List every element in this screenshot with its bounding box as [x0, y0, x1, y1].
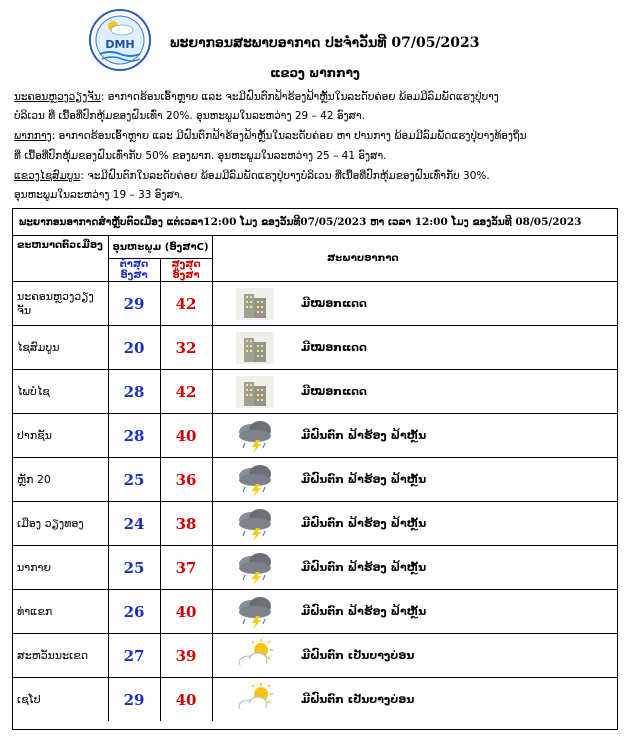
summary-vientiane-line2: ບໍລິເວນ ທີ່ ເນື້ອທີ່ປົກຫຸ້ມຂອງຝົນເທົ່າ 20%. ອຸນຫະພູມໃນລະຫວ່າງ 29 – 42 ອົງສາ.: [14, 110, 365, 122]
temp-min: 24: [108, 502, 160, 546]
temp-max: 40: [160, 678, 212, 722]
forecast-period: ພະຍາກອນອາກາດສຳຫຼັບຕົວເມືອງ ແຕ່ເວລາ12:00 ໂມງ ຂອງວັນທີ07/05/2023 ຫາ ເວລາ 12:00 ໂມງ ຂອງວັນທີ 08/05/2023: [13, 209, 617, 236]
partly-cloudy-icon: [234, 682, 276, 718]
temp-min: 27: [108, 634, 160, 678]
table-row: [13, 326, 617, 370]
temp-max: 38: [160, 502, 212, 546]
thunderstorm-icon: [234, 462, 276, 498]
province-name: ຫຼັກ 20: [13, 458, 108, 502]
col-min-header: ຕ່ຳສຸດອົງສາ: [108, 259, 160, 282]
temp-max: 37: [160, 546, 212, 590]
svg-text:DMH: DMH: [105, 38, 135, 51]
province-name: ໄພບໍໄຊ: [13, 370, 108, 414]
page-title: ພະຍາກອນສະພາບອາກາດ ປະຈຳວັນທີ 07/05/2023: [170, 35, 480, 51]
region-subtitle: ແຂວງ ພາກກາງ: [270, 66, 360, 80]
summary-xaisomboun-line2: ອຸນຫະພູມໃນລະຫວ່າງ 19 – 33 ອົງສາ.: [14, 189, 183, 201]
weather-icon-cell: [212, 326, 297, 370]
weather-description: ມີຝົນຕົກ ຟ້າຮ້ອງ ຟ້າຫຼັ້ນ: [297, 458, 617, 502]
summary-central-line2: ທີ່ ເນື້ອທີ່ປົກຫຸ້ມຂອງຝົນເທົ່າກັບ 50% ຂອງພາກ. ອຸນຫະພູມໃນລະຫວ່າງ 25 – 41 ອົງສາ.: [14, 150, 387, 162]
weather-icon-cell: [212, 634, 297, 678]
col-weather-icon-header: [212, 236, 297, 282]
table-row: [13, 634, 617, 678]
thunderstorm-icon: [234, 594, 276, 630]
weather-description: ມີຝົນຕົກ ຟ້າຮ້ອງ ຟ້າຫຼັ້ນ: [297, 546, 617, 590]
province-name: ນະຄອນຫຼວງວຽງ ຈັນ: [13, 282, 108, 326]
temp-max: 32: [160, 326, 212, 370]
haze-building-icon: [234, 330, 276, 366]
temp-min: 28: [108, 370, 160, 414]
haze-building-icon: [234, 374, 276, 410]
temp-min: 26: [108, 590, 160, 634]
weather-description: ມີໝອກແດດ: [297, 370, 617, 414]
summary-region: ແຂວງໄຊສົມບູນ: [14, 170, 81, 182]
thunderstorm-icon: [234, 506, 276, 542]
summary-vientiane: ນະຄອນຫຼວງວຽງຈັນ: ອາກາດຮ້ອນເອົ້າຫຼາຍ ແລະ ຈະມີຝົນຕົກຟ້າຮ້ອງຟ້າຫຼັ້ນໃນລະດັບຄ່ອຍ ພ້ອມມີລົມພັດແຮງປຸ່ບາງ: [14, 91, 499, 103]
col-temp-header: ອຸນຫະພູມ (ອົງສາC): [108, 236, 212, 259]
weather-description: ມີຝົນຕົກ ເປັນບາງບ່ອນ: [297, 634, 617, 678]
forecast-table: [12, 208, 618, 730]
temp-max: 42: [160, 282, 212, 326]
temp-min: 29: [108, 678, 160, 722]
table-row: [13, 458, 617, 502]
weather-icon-cell: [212, 370, 297, 414]
weather-description: ມີຝົນຕົກ ຟ້າຮ້ອງ ຟ້າຫຼັ້ນ: [297, 414, 617, 458]
table-row: [13, 370, 617, 414]
province-name: ເຊໂປ: [13, 678, 108, 722]
temp-max: 40: [160, 414, 212, 458]
weather-description: ມີຝົນຕົກ ຟ້າຮ້ອງ ຟ້າຫຼັ້ນ: [297, 502, 617, 546]
weather-description: ມີຝົນຕົກ ຟ້າຮ້ອງ ຟ້າຫຼັ້ນ: [297, 590, 617, 634]
weather-icon-cell: [212, 458, 297, 502]
temp-min: 25: [108, 546, 160, 590]
table-row: [13, 590, 617, 634]
table-row: [13, 414, 617, 458]
weather-icon-cell: [212, 282, 297, 326]
col-weather-header: ສະພາບອາກາດ: [297, 236, 617, 282]
summary-region: ພາກກາງ: [14, 130, 52, 142]
province-name: ໄຊສົມບູນ: [13, 326, 108, 370]
weather-icon-cell: [212, 502, 297, 546]
weather-icon-cell: [212, 546, 297, 590]
temp-min: 29: [108, 282, 160, 326]
temp-max: 42: [160, 370, 212, 414]
col-max-header: ສູງສຸດອົງສາ: [160, 259, 212, 282]
dmh-logo: [88, 8, 152, 72]
temp-min: 28: [108, 414, 160, 458]
temp-min: 25: [108, 458, 160, 502]
thunderstorm-icon: [234, 550, 276, 586]
temp-min: 20: [108, 326, 160, 370]
province-name: ສະຫວັນນະເຂດ: [13, 634, 108, 678]
weather-description: ມີໝອກແດດ: [297, 282, 617, 326]
summary-central: ພາກກາງ: ອາກາດຮ້ອນເອົ້າຫຼາຍ ແລະ ມີຝົນຕົກຟ້າຮ້ອງຟ້າຫຼັ້ນໃນລະດັບຄ່ອຍ ຫາ ປານກາງ ພ້ອມມີລົມພັດແຮງປຸ່ບາງທ້ອງຖິ່ນ: [14, 130, 527, 142]
weather-icon-cell: [212, 678, 297, 722]
temp-max: 40: [160, 590, 212, 634]
table-row: [13, 546, 617, 590]
table-row: [13, 282, 617, 326]
summary-region: ນະຄອນຫຼວງວຽງຈັນ: [14, 91, 101, 103]
temp-max: 39: [160, 634, 212, 678]
weather-description: ມີຝົນຕົກ ເປັນບາງບ່ອນ: [297, 678, 617, 722]
haze-building-icon: [234, 286, 276, 322]
weather-icon-cell: [212, 414, 297, 458]
table-row: [13, 502, 617, 546]
table-row: [13, 678, 617, 722]
col-province-header: ຂະຫນາດຕົວເມືອງ: [13, 236, 108, 282]
province-name: ເມືອງ ວຽງທອງ: [13, 502, 108, 546]
province-name: ປາກຊັນ: [13, 414, 108, 458]
province-name: ທ່າແຂກ: [13, 590, 108, 634]
weather-icon-cell: [212, 590, 297, 634]
thunderstorm-icon: [234, 418, 276, 454]
weather-description: ມີໝອກແດດ: [297, 326, 617, 370]
summary-xaisomboun: ແຂວງໄຊສົມບູນ: ຈະມີຝົນຕົກໃນລະດັບຄ່ອຍ ພ້ອມມີລົມພັດແຮງປຸ່ບາງບໍລິເວນ ທີ່ເນື້ອທີ່ປົກຫຸ້ມຂອງຝົນເທົ່າກັບ 30%.: [14, 170, 490, 182]
partly-cloudy-icon: [234, 638, 276, 674]
temp-max: 36: [160, 458, 212, 502]
province-name: ນາກາຍ: [13, 546, 108, 590]
